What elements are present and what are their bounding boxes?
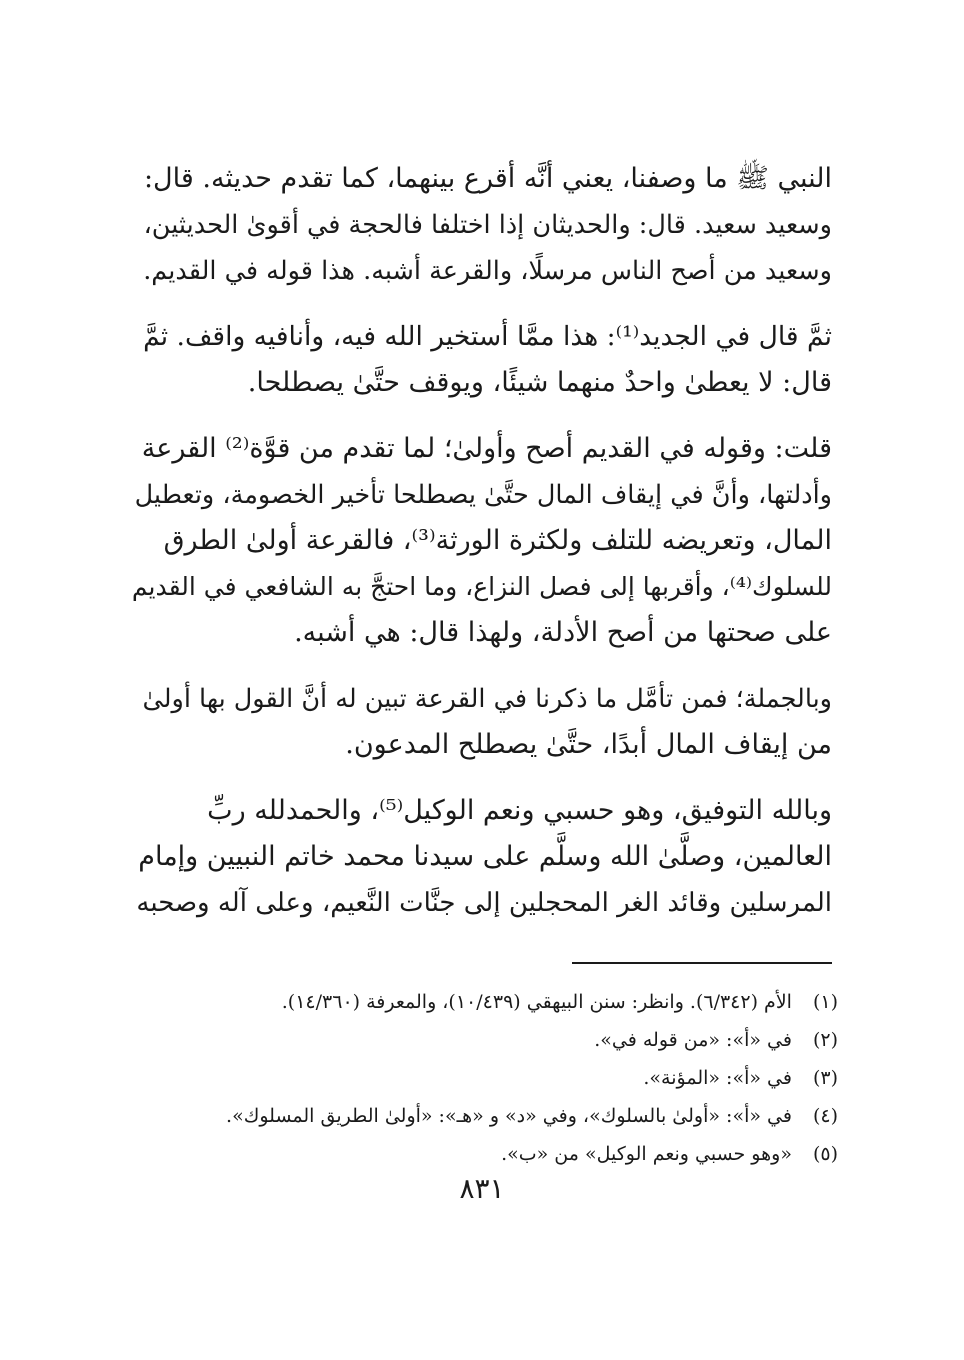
footnote xyxy=(150,1097,838,1135)
footnote xyxy=(150,983,838,1021)
footnote xyxy=(150,1059,838,1097)
footnotes xyxy=(150,983,838,1173)
footnote-number: (٥) xyxy=(812,1143,838,1165)
main-text xyxy=(132,156,832,926)
footnote xyxy=(150,1135,838,1173)
paragraph-5 xyxy=(132,788,832,926)
text-line: النبي ﷺ ما وصفنا، يعني أنَّه أقرع بينهما، كما تقدم حديثه. قال: xyxy=(143,163,832,194)
text-line: وبالله التوفيق، وهو حسبي ونعم الوكيل⁽⁵⁾، والحمدلله ربِّ xyxy=(207,795,832,826)
text-line: قلت: وقوله في القديم أصح وأولىٰ؛ لما تقدم من قوَّة⁽²⁾ القرعة xyxy=(141,433,832,464)
paragraph-3 xyxy=(132,426,832,656)
footnote-text: في «أ»: «من قوله في». xyxy=(594,1029,792,1051)
paragraph-1 xyxy=(132,156,832,294)
footnote-number: (٣) xyxy=(812,1067,838,1089)
text-line: المال، وتعريضه للتلف ولكثرة الورثة⁽³⁾، فالقرعة أولىٰ الطرق xyxy=(163,525,832,556)
text-line: من إيقاف المال أبدًا، حتَّىٰ يصطلح المدعون. xyxy=(345,729,832,760)
text-line: وبالجملة؛ فمن تأمَّل ما ذكرنا في القرعة تبين له أنَّ القول بها أولىٰ xyxy=(142,684,832,714)
text-line: المرسلين وقائد الغر المحجلين إلى جنَّات النَّعيم، وعلى آله وصحبه xyxy=(136,888,832,918)
footnote xyxy=(150,1021,838,1059)
text-line: قال: لا يعطىٰ واحدٌ منهما شيئًا، ويوقف حتَّىٰ يصطلحا. xyxy=(247,367,832,398)
text-line: وسعيد من أصح الناس مرسلًا، والقرعة أشبه. هذا قوله في القديم. xyxy=(143,256,832,286)
text-line: العالمين، وصلَّىٰ الله وسلَّم على سيدنا محمد خاتم النبيين وإمام xyxy=(138,841,832,872)
footnote-text: في «أ»: «المؤنة». xyxy=(643,1067,792,1089)
text-line: للسلوك⁽⁴⁾، وأقربها إلى فصل النزاع، وما احتجَّ به الشافعي في القديم xyxy=(131,572,832,601)
footnote-number: (٢) xyxy=(812,1029,838,1051)
footnote-number: (١) xyxy=(812,991,838,1013)
footnote-text: «وهو حسبي ونعم الوكيل» من «ب». xyxy=(501,1143,792,1165)
footnote-text: الأم (٦/٣٤٢). وانظر: سنن البيهقي (١٠/٤٣٩)، والمعرفة (١٤/٣٦٠). xyxy=(281,991,792,1013)
footnote-number: (٤) xyxy=(812,1105,838,1127)
page-number: ٨٣١ xyxy=(459,1172,505,1205)
text-line: وأدلتها، وأنَّ في إيقاف المال حتَّىٰ يصطلحا تأخير الخصومة، وتعطيل xyxy=(134,480,832,510)
paragraph-4 xyxy=(132,676,832,768)
text-line: على صحتها من أصح الأدلة، ولهذا قال: هي أشبه. xyxy=(294,617,832,648)
footnote-separator xyxy=(572,962,832,964)
text-line: ثمَّ قال في الجديد⁽¹⁾: هذا ممَّا أستخير الله فيه، وأنافيه واقف. ثمَّ xyxy=(143,321,832,352)
footnote-text: في «أ»: «أولىٰ بالسلوك»، وفي «د» و «هـ»: «أولىٰ الطريق المسلوك». xyxy=(226,1105,792,1127)
text-line: وسعيد سعيد. قال: والحديثان إذا اختلفا فالحجة في أقوىٰ الحديثين، xyxy=(143,210,832,240)
paragraph-2 xyxy=(132,314,832,406)
